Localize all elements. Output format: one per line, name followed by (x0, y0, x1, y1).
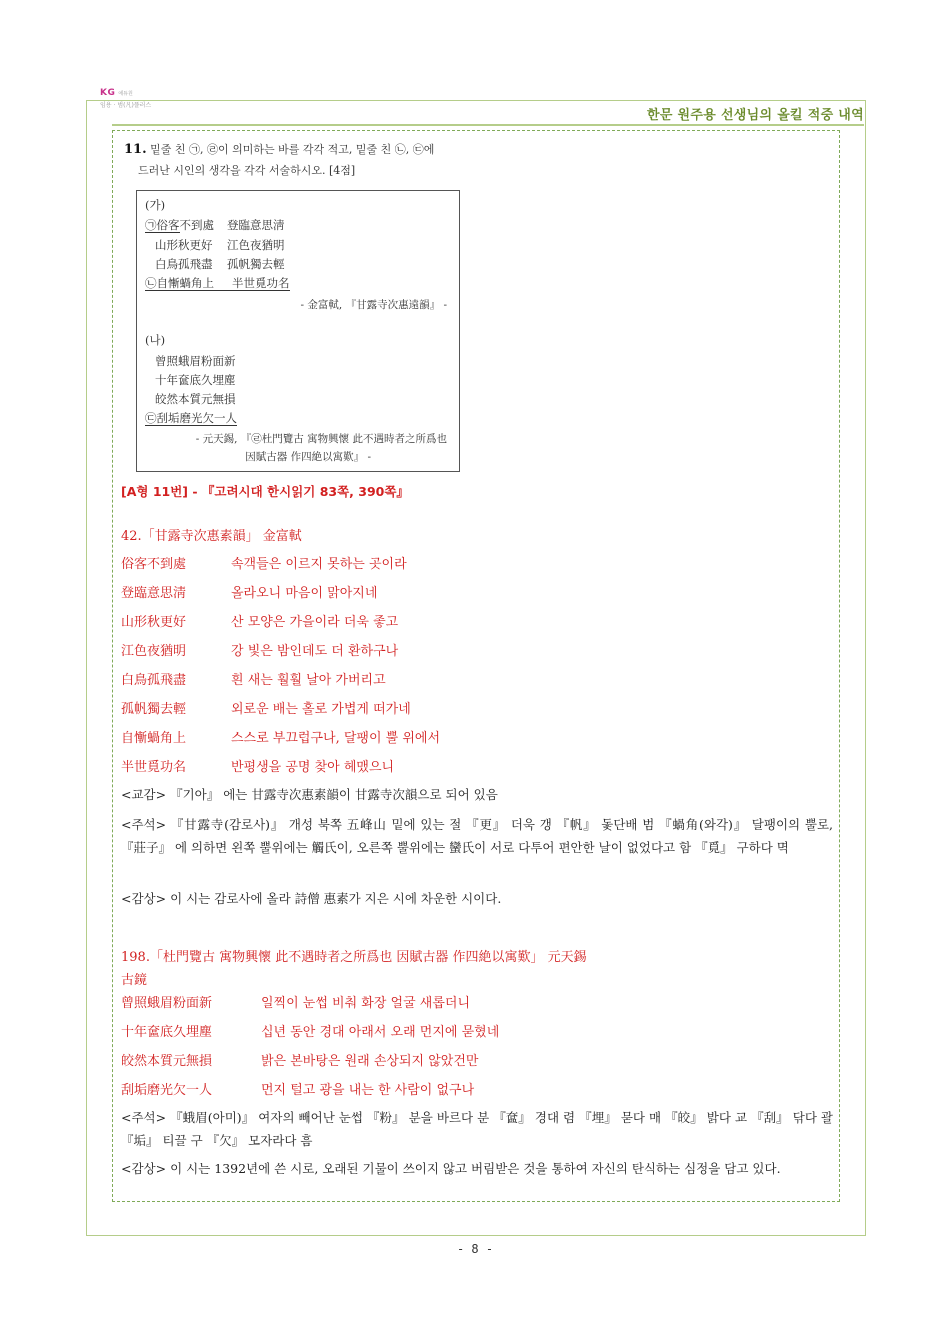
header-rule (112, 124, 864, 126)
section198-heading: 198.「杜門覽古 寓物興懷 此不遇時者之所爲也 因賦古器 作四絶以寓歎」 元天錫 (121, 950, 587, 965)
logo-line2: 임용 · 범(凡)플러스 (100, 102, 152, 109)
section42-jusuk: <주석> 『甘露寺(감로사)』 개성 북쪽 五峰山 밑에 있는 절 『更』 더욱 갱 『帆』 돛단배 범 『蝸角(와각)』 달팽이의 뿔로, 『莊子』 에 의하면 왼쪽 뿔위에는 觸氏이, 오른쪽 뿔위에는 蠻氏이 서로 다투어 편안한 날이 없었다고 함 『覓』 구하다 멱 (121, 817, 833, 855)
section42-line: 半世覓功名 반평생을 공명 찾아 헤맸으니 (121, 760, 395, 775)
section42-line: 山形秋更好 산 모양은 가을이라 더욱 좋고 (121, 615, 399, 630)
poem-na-source-1: - 元天錫, 『㉣杜門覽古 寓物興懷 此不遇時者之所爲也 (195, 433, 447, 445)
poem-label-na: (나) (145, 333, 166, 347)
publisher-logo (100, 80, 151, 109)
poem-label-ga: (가) (145, 198, 166, 212)
poem-na-line-2: 十年奩底久埋塵 (155, 373, 236, 387)
question-text-1: 밑줄 친 ㉠, ㉣이 의미하는 바를 각각 적고, 밑줄 친 ㉡, ㉢에 (150, 143, 435, 156)
poem-ga-line-4: ㉡自慚蝸角上 半世覓功名 (145, 276, 290, 290)
section42-line: 登臨意思淸 올라오니 마음이 맑아지네 (121, 586, 378, 601)
poem-ga-line-2: 山形秋更好 江色夜猶明 (155, 238, 285, 252)
page-number: - 8 - (456, 1242, 494, 1256)
section42-gyogam: <교감> 『기아』 에는 甘露寺次惠素韻이 甘露寺次韻으로 되어 있음 (121, 787, 498, 802)
section198-subheading: 古鏡 (121, 973, 148, 988)
section198-line: 刮垢磨光欠一人 먼지 털고 광을 내는 한 사람이 없구나 (121, 1083, 475, 1098)
poem-na-line-1: 曾照蛾眉粉面新 (155, 354, 236, 368)
section198-line: 皎然本質元無損 밝은 본바탕은 원래 손상되지 않았건만 (121, 1054, 479, 1069)
section198-gamsang: <감상> 이 시는 1392년에 쓴 시로, 오래된 기물이 쓰이지 않고 버림받은 것을 통하여 자신의 탄식하는 심정을 담고 있다. (121, 1161, 781, 1176)
logo-sub: 에듀원 (118, 91, 133, 97)
textbook-reference: [A형 11번] - 『고려시대 한시읽기 83쪽, 390쪽』 (121, 484, 409, 499)
section42-heading: 42.「甘露寺次惠素韻」 金富軾 (121, 529, 302, 544)
logo-main: KG (100, 88, 116, 98)
section42-line: 孤帆獨去輕 외로운 배는 홀로 가볍게 떠가네 (121, 702, 411, 717)
poem-na-line-3: 皎然本質元無損 (155, 392, 236, 406)
section42-line: 江色夜猶明 강 빛은 밤인데도 더 환하구나 (121, 644, 399, 659)
exam-poem-box (136, 190, 460, 472)
poem-ga-source: - 金富軾, 『甘露寺次惠遠韻』 - (300, 299, 447, 311)
section198-line: 曾照蛾眉粉面新 일찍이 눈썹 비춰 화장 얼굴 새롭더니 (121, 996, 471, 1011)
question-text-2: 드러난 시인의 생각을 각각 서술하시오. [4점] (138, 164, 356, 177)
poem-ga-line-3: 白鳥孤飛盡 孤帆獨去輕 (155, 257, 285, 271)
section42-line: 自慚蝸角上 스스로 부끄럽구나, 달팽이 뿔 위에서 (121, 731, 441, 746)
section198-line: 十年奩底久埋塵 십년 동안 경대 아래서 오래 먼지에 묻혔네 (121, 1025, 500, 1040)
section42-line: 白鳥孤飛盡 흰 새는 훨훨 날아 가버리고 (121, 673, 386, 688)
poem-na-source-2: 因賦古器 作四絶以寓歎』 - (245, 451, 371, 463)
header-title: 한문 원주용 선생님의 올킬 적중 내역 (647, 108, 864, 123)
section42-line: 俗客不到處 속객들은 이르지 못하는 곳이라 (121, 557, 407, 572)
section42-gamsang: <감상> 이 시는 감로사에 올라 詩僧 惠素가 지은 시에 차운한 시이다. (121, 891, 502, 906)
section198-jusuk: <주석> 『蛾眉(아미)』 여자의 빼어난 눈썹 『粉』 분을 바르다 분 『奩』 경대 렴 『埋』 묻다 매 『皎』 밝다 교 『刮』 닦다 괄 『垢』 티끌 구 『欠』 모자라다 흠 (121, 1110, 833, 1148)
exam-question (124, 139, 434, 181)
poem-na-line-4: ㉢刮垢磨光欠一人 (145, 411, 237, 425)
poem-ga-line-1: ㉠俗客不到處 登臨意思淸 (145, 218, 285, 232)
question-number: 11. (124, 142, 147, 157)
